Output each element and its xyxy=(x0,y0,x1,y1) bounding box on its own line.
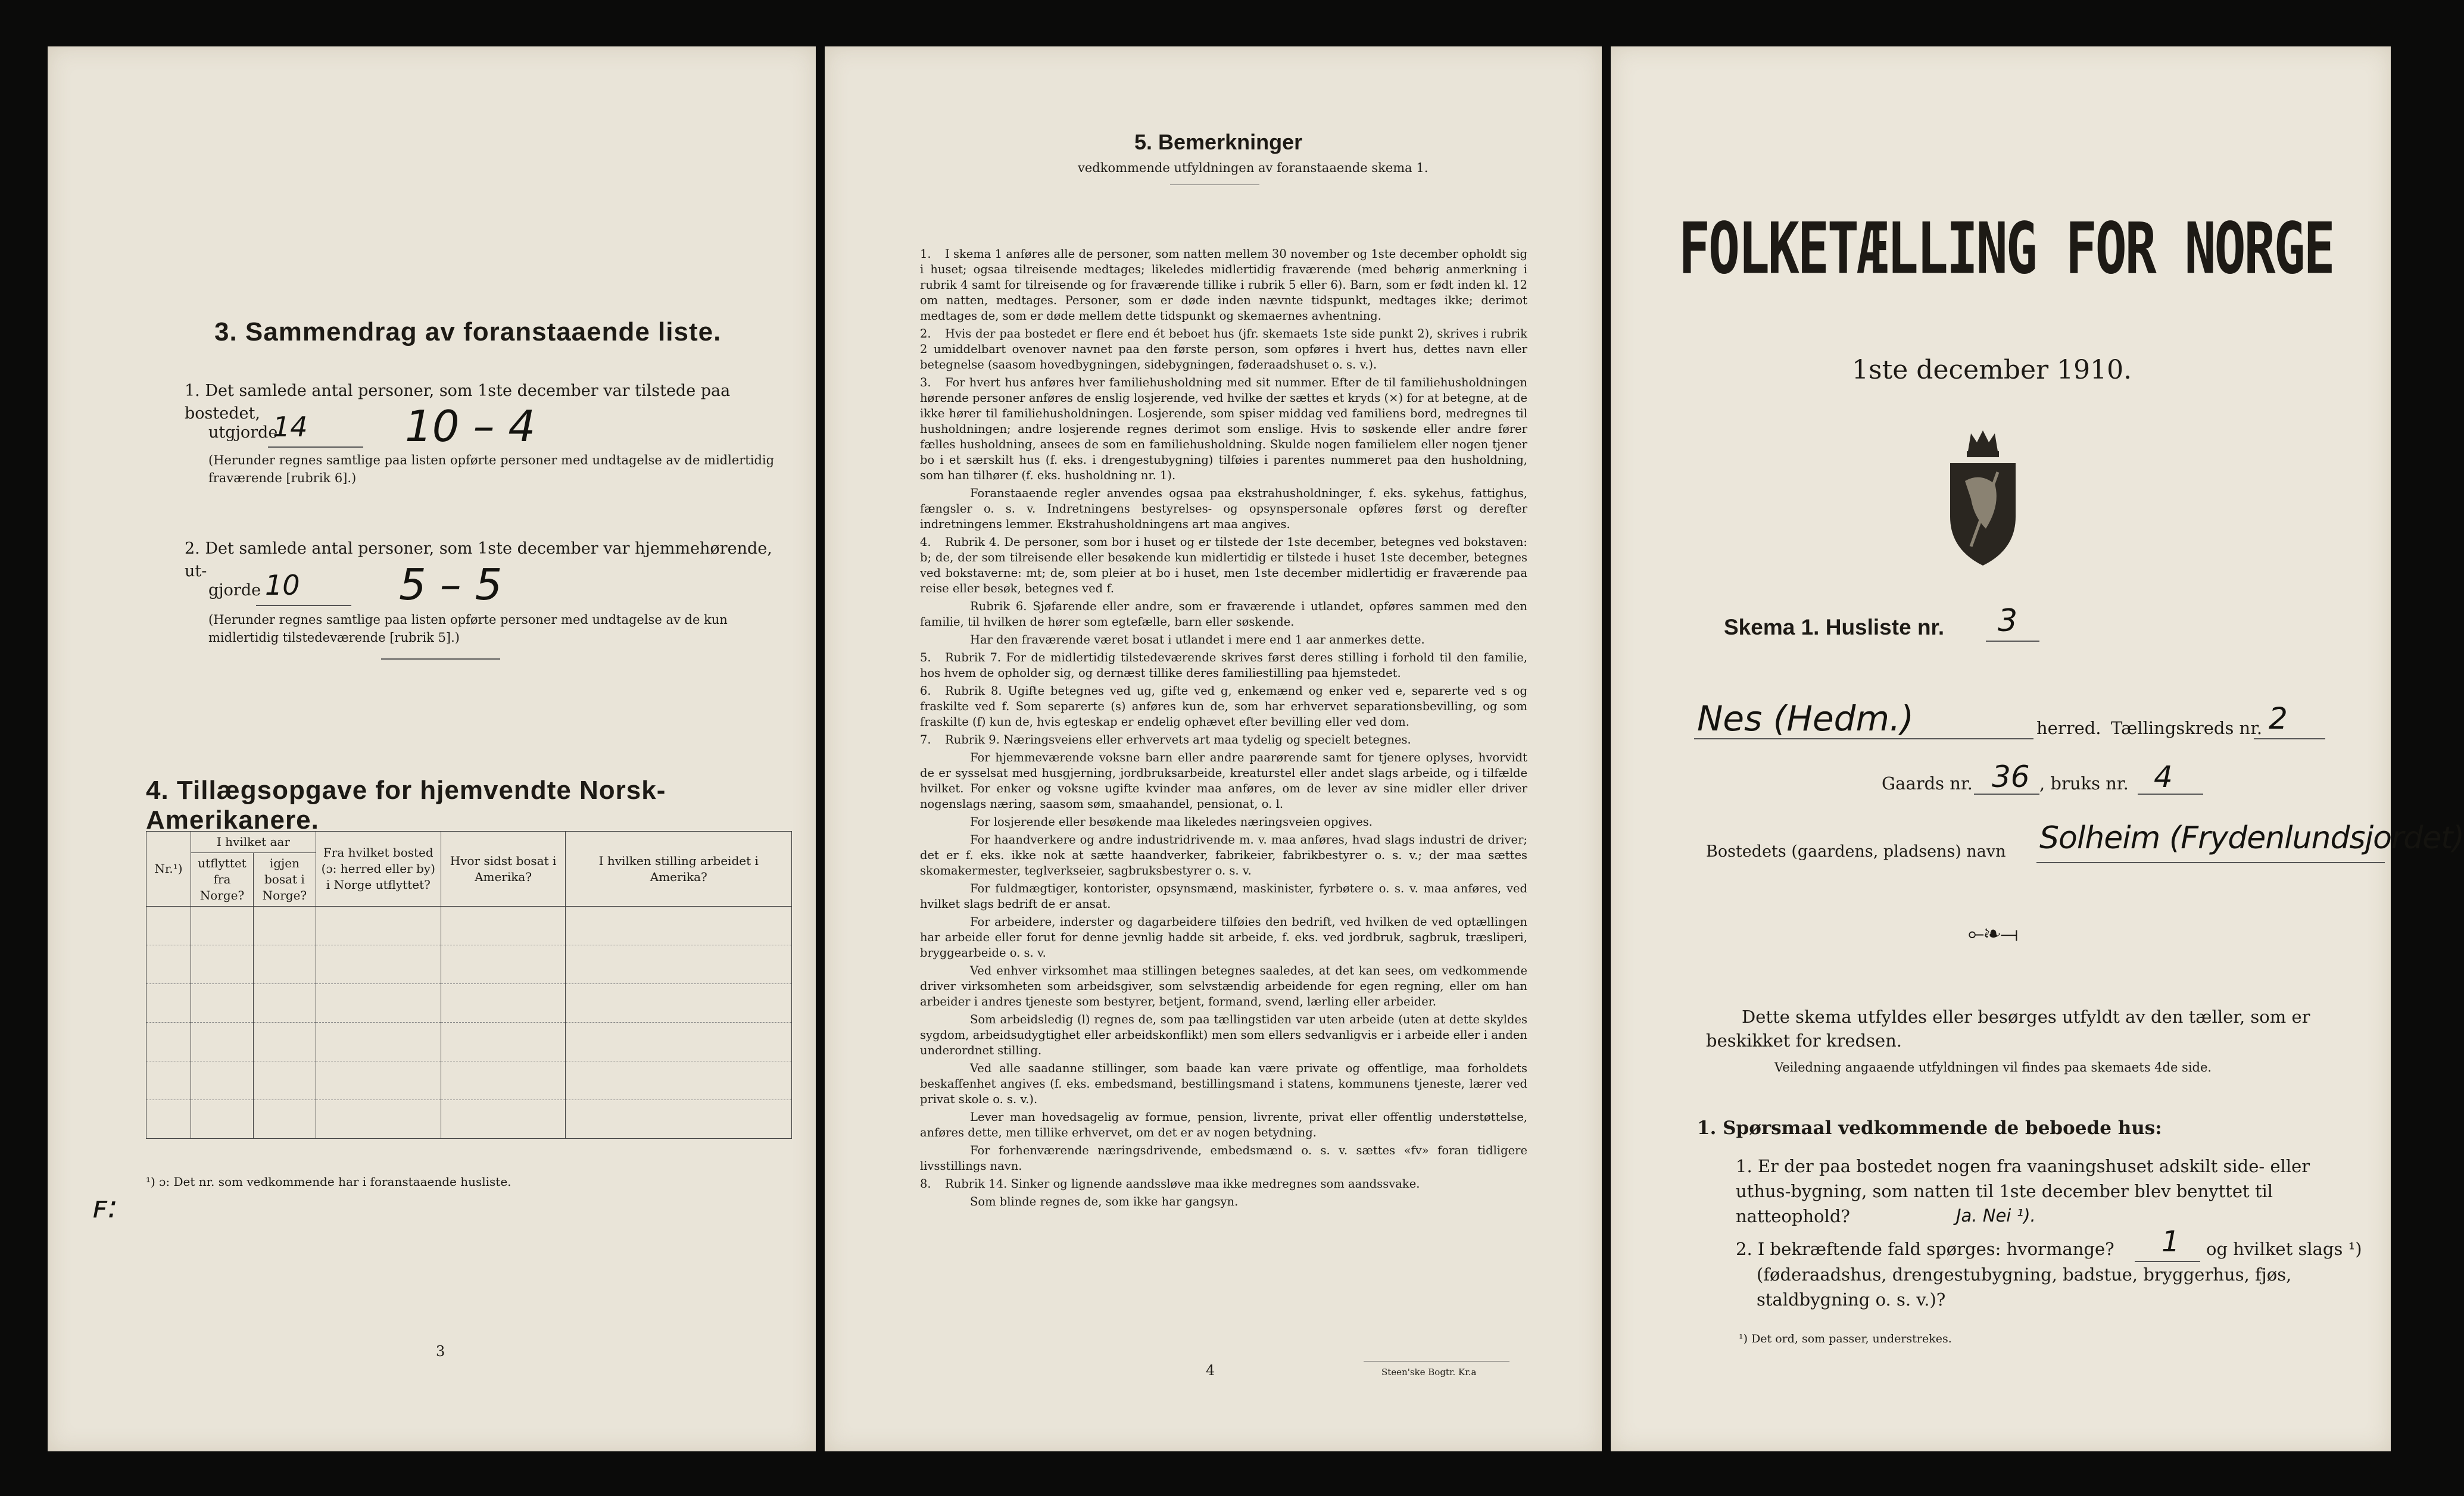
section4-title: 4. Tillægsopgave for hjemvendte Norsk-Amerikanere. xyxy=(146,776,666,835)
table-row xyxy=(146,1023,792,1061)
kreds-underline xyxy=(2254,738,2325,739)
section3-title: 3. Sammendrag av foranstaaende liste. xyxy=(214,317,722,346)
item1-note: (Herunder regnes samtlige paa listen opførte personer med undtagelse av de midlertidig fraværende [rubrik 6].) xyxy=(208,453,775,485)
bruks-underline xyxy=(2138,794,2203,795)
herred-underline xyxy=(1694,738,2033,739)
remark-text: Lever man hovedsagelig av formue, pension, livrente, privat eller offentlig understøttelse, anføres dette, men tillike erhvervet, om det er av nogen betydning. xyxy=(920,1110,1527,1139)
skema-label: Skema 1. Husliste nr. xyxy=(1724,615,1945,639)
remark-text: Hvis der paa bostedet er flere end ét beboet hus (jfr. skemaets 1ste side punkt 2), skrives i rubrik 2 umiddelbart ovenover navnet paa den første person, som opføres i hvert hus, dettes navn eller betegnelse (saasom hovedbygningen, sidebygningen, føderaadshuset o. s. v.). xyxy=(920,327,1527,371)
col-fra-bosted: Fra hvilket bosted (ɔ: herred eller by) i Norge utflyttet? xyxy=(316,832,441,907)
remark-text: Rubrik 9. Næringsveiens eller erhvervets art maa tydelig og specielt betegnes. xyxy=(945,733,1411,747)
ornament-divider: ⟜❧⟞ xyxy=(1968,922,2019,945)
remark-text: Som blinde regnes de, som ikke har gangsyn. xyxy=(970,1195,1239,1208)
col-utflyttet: utflyttet fra Norge? xyxy=(191,853,253,907)
remark-text: Ved alle saadanne stillinger, som baade kan være private og offentlige, maa forholdets beskaffenhet angives (f. eks. embedsmand, bestillingsmand i statens, kommunens tjeneste, lærer ved privat skole o. s. v.). xyxy=(920,1061,1527,1106)
bosted-underline xyxy=(2036,862,2385,863)
summary-item-2: 2. Det samlede antal personer, som 1ste december var hjemmehørende, ut- xyxy=(185,539,772,580)
q1-section-title: 1. Spørsmaal vedkommende de beboede hus: xyxy=(1697,1117,2162,1139)
page-number-3: 3 xyxy=(436,1343,445,1360)
remark-item xyxy=(920,750,1527,812)
remark-number: 7. xyxy=(920,733,931,747)
bosted-value: Solheim (Frydenlundsjordet) xyxy=(2039,820,2464,856)
item1-underline xyxy=(268,446,363,448)
remark-item xyxy=(920,326,1527,373)
remark-item xyxy=(920,1012,1527,1058)
item2-underline xyxy=(256,605,351,606)
item2-note: (Herunder regnes samtlige paa listen opførte personer med undtagelse av de kun midlertidig tilstedeværende [rubrik 5].) xyxy=(208,613,728,645)
gaards-underline xyxy=(1974,794,2039,795)
remark-item xyxy=(920,732,1527,748)
remark-number: 5. xyxy=(920,651,931,664)
remark-text: For arbeidere, inderster og dagarbeidere tilføies den bedrift, ved hvilken de ved optællingen har arbeide eller forut for denne jevnlig hadde sit arbeide, f. eks. ved jordbruk, sagbruk, træsliperi, bryggearbeide o. s. v. xyxy=(920,915,1527,960)
remarks-list xyxy=(920,246,1527,1212)
remark-item xyxy=(920,375,1527,483)
remark-item xyxy=(920,599,1527,630)
remark-text: For losjerende eller besøkende maa likeledes næringsveien opgives. xyxy=(970,815,1373,829)
remark-text: Rubrik 14. Sinker og lignende aandssløve maa ikke medregnes som aandssvake. xyxy=(945,1177,1420,1191)
remark-number: 2. xyxy=(920,327,931,341)
col-nr: Nr.¹) xyxy=(146,832,191,907)
col-igjen-bosat: igjen bosat i Norge? xyxy=(253,853,316,907)
husliste-underline xyxy=(1986,641,2039,642)
remark-text: I skema 1 anføres alle de personer, som natten mellem 30 november og 1ste december opholdt sig i huset; ogsaa tilreisende medtages; likeledes midlertidig fraværende (med behørig anmerkning i rubrik 4 samt for tilreisende og for fraværende tillike i rubrik 5 eller 6). Barn, som er født inden kl. 12 om natten, medtages. Personer, som er døde inden nævnte tidspunkt, medtages ikke; derimot medtages de, som er døde mellem dette tidspunkt og skemaernes avhentning. xyxy=(920,247,1527,323)
page-left xyxy=(48,46,816,1451)
q2-count-value: 1 xyxy=(2162,1225,2180,1258)
bosted-label: Bostedets (gaardens, pladsens) navn xyxy=(1706,842,2006,861)
remark-item xyxy=(920,246,1527,324)
question-2b: og hvilket slags ¹) xyxy=(2206,1239,2362,1259)
remark-item xyxy=(920,650,1527,681)
item1-extra: 10 – 4 xyxy=(405,401,536,451)
remark-text: Rubrik 8. Ugifte betegnes ved ug, gifte ved g, enkemænd og enker ved e, separerte ved s og fraskilte ved f. Som separerte (s) anføres kun de, som har erhvervet separationsbevilling, og som fraskilte (f) kun de, hvis egteskap er endelig ophævet efter bevilling eller ved dom. xyxy=(920,684,1527,729)
remark-text: Har den fraværende været bosat i utlandet i mere end 1 aar anmerkes dette. xyxy=(970,633,1425,647)
table-row xyxy=(146,1061,792,1100)
kreds-value: 2 xyxy=(2269,701,2288,736)
remark-item xyxy=(920,832,1527,879)
remark-item xyxy=(920,1176,1527,1192)
main-title: FOLKETÆLLING FOR NORGE xyxy=(1679,207,2334,291)
remark-item xyxy=(920,814,1527,830)
herred-label: herred. xyxy=(2036,718,2101,738)
item2-value: 10 xyxy=(265,569,300,601)
table-row xyxy=(146,1100,792,1139)
bruks-value: 4 xyxy=(2154,760,2173,794)
remark-item xyxy=(920,1143,1527,1174)
remark-item xyxy=(920,1061,1527,1107)
norsk-amerikanere-table xyxy=(146,831,792,1139)
remark-item xyxy=(920,963,1527,1010)
remark-text: For haandverkere og andre industridrivende m. v. maa anføres, hvad slags industri de driver; det er f. eks. ikke nok at sætte haandverker, fabrikeier, fabrikbestyrer o. s. v.; der maa sættes skomakermester, teglverkseier, sagbruksbestyrer o. s. v. xyxy=(920,833,1527,877)
herred-value: Nes (Hedm.) xyxy=(1697,698,1914,739)
section5-title: 5. Bemerkninger xyxy=(1134,130,1303,154)
item1-utgjorde-label: utgjorde xyxy=(208,423,278,442)
remark-text: For hvert hus anføres hver familiehusholdning med sit nummer. Efter de til familiehusholdningen hørende personer anføres de enslig losjerende, ved hvilke der sættes et kryds (×) for at betegne, at de ikke hører til familiehusholdningen. Losjerende, som spiser middag ved familiens bord, medregnes til husholdningen; andre losjerende regnes derimot som enslige. Hvis to søskende eller andre fører fælles husholdning, ansees de som en familiehusholdning. Skulde nogen familielem eller nogen tjener bo i et særskilt hus (f. eks. i drengestubygning) tilføies i parentes nummeret paa den husholdning, som han tilhører (f. eks. husholdning nr. 1). xyxy=(920,376,1527,482)
remark-text: Rubrik 6. Sjøfarende eller andre, som er fraværende i utlandet, opføres sammen med den familie, til hvilken de hører som egtefælle, barn eller søskende. xyxy=(920,599,1527,629)
remark-text: Foranstaaende regler anvendes ogsaa paa ekstrahusholdninger, f. eks. sykehus, fattighus, fængsler o. s. v. Indretningens bestyrelses- og opsynspersonale opføres først og derefter indretningens lemmer. Ekstrahusholdningens art maa angives. xyxy=(920,486,1527,531)
remark-text: Ved enhver virksomhet maa stillingen betegnes saaledes, at det kan sees, om vedkommende driver virksomheten som arbeidsgiver, som selvstændig arbeidende for egen regning, eller om han arbeider i andres tjeneste som bestyrer, betjent, formand, svend, lærling eller arbeider. xyxy=(920,964,1527,1008)
remark-number: 6. xyxy=(920,684,931,698)
page-right xyxy=(1611,46,2464,1451)
page-middle xyxy=(825,46,1602,1451)
section5-subtitle: vedkommende utfyldningen av foranstaaende skema 1. xyxy=(1078,161,1429,175)
remark-text: Som arbeidsledig (l) regnes de, som paa tællingstiden var uten arbeide (uten at dette skyldes sygdom, arbeidsudygtighet eller arbeidskonflikt) men som ellers sedvanligvis er i arbeide eller i anden underordnet stilling. xyxy=(920,1013,1527,1057)
remark-text: Rubrik 4. De personer, som bor i huset og er tilstede der 1ste december, betegnes ved bokstaven: b; de, der som tilreisende eller besøkende kun midlertidig er tilstede i huset 1ste december, betegnes ved bokstaverne: mt; de, som pleier at bo i huset, men 1ste december midlertidig er fraværende paa reise eller besøk, betegnes ved f. xyxy=(920,535,1527,595)
remark-number: 8. xyxy=(920,1177,931,1191)
table-row xyxy=(146,984,792,1023)
item2-extra: 5 – 5 xyxy=(399,560,503,610)
col-stilling: I hvilken stilling arbeidet i Amerika? xyxy=(566,832,792,907)
col-group-year: I hvilket aar xyxy=(191,832,316,853)
remark-number: 1. xyxy=(920,247,931,261)
question-1: 1. Er der paa bostedet nogen fra vaaningshuset adskilt side- eller uthus-bygning, som natten til 1ste december blev benyttet til natteophold? xyxy=(1736,1156,2310,1226)
printer-credit: Steen'ske Bogtr. Kr.a xyxy=(1381,1367,1477,1378)
table-row xyxy=(146,907,792,945)
item1-value: 14 xyxy=(273,411,308,443)
table-footnote: ¹) ɔ: Det nr. som vedkommende har i foranstaaende husliste. xyxy=(146,1175,511,1189)
remark-text: Rubrik 7. For de midlertidig tilstedeværende skrives først deres stilling i forhold til den familie, hos hvem de opholder sig, og dernæst tillike deres familiestilling paa hjemstedet. xyxy=(920,651,1527,680)
question-2a: 2. I bekræftende fald spørges: hvormange? xyxy=(1736,1239,2114,1259)
instruction-text: Dette skema utfyldes eller besørges utfyldt av den tæller, som er beskikket for kredsen. xyxy=(1706,1007,2310,1051)
q1-answer: Ja. Nei ¹). xyxy=(1956,1205,2036,1226)
husliste-nr-value: 3 xyxy=(1998,603,2018,639)
remark-item xyxy=(920,881,1527,912)
gaards-label: Gaards nr. xyxy=(1882,773,1973,794)
remark-number: 4. xyxy=(920,535,931,549)
gaards-value: 36 xyxy=(1992,760,2030,794)
remark-item xyxy=(920,632,1527,648)
remark-text: For hjemmeværende voksne barn eller andre paarørende samt for tjenere oplyses, hvorvidt de er sysselsat med husgjerning, jordbruksarbeide, kreaturstel eller andet slags arbeide, og i tilfælde hvilket. For enker og voksne ugifte kvinder maa anføres, om de lever av sine midler eller driver nogenslags næring, saasom søm, smaahandel, pensionat, o. l. xyxy=(920,751,1527,811)
remark-item xyxy=(920,914,1527,961)
remark-item xyxy=(920,1194,1527,1210)
remark-number: 3. xyxy=(920,376,931,389)
census-date: 1ste december 1910. xyxy=(1852,355,2132,385)
page-number-4: 4 xyxy=(1206,1362,1215,1379)
page3-footnote: ¹) Det ord, som passer, understrekes. xyxy=(1739,1332,1952,1345)
instruction-note: Veiledning angaaende utfyldningen vil findes paa skemaets 4de side. xyxy=(1774,1060,2212,1075)
remark-text: For forhenværende næringsdrivende, embedsmænd o. s. v. sættes «fv» foran tidligere livsstillings navn. xyxy=(920,1144,1527,1173)
summary-item-1: 1. Det samlede antal personer, som 1ste december var tilstede paa bostedet, xyxy=(185,382,731,423)
bruks-label: , bruks nr. xyxy=(2039,773,2129,794)
table-row xyxy=(146,945,792,984)
kreds-label: Tællingskreds nr. xyxy=(2111,718,2263,738)
remark-item xyxy=(920,486,1527,532)
remark-item xyxy=(920,535,1527,596)
col-hvor-bosat: Hvor sidst bosat i Amerika? xyxy=(441,832,566,907)
remark-text: For fuldmægtiger, kontorister, opsynsmænd, maskinister, fyrbøtere o. s. v. maa anføres, ved hvilket slags bedrift de er ansat. xyxy=(920,882,1527,911)
question-2c: (føderaadshus, drengestubygning, badstue, bryggerhus, fjøs, staldbygning o. s. v.)? xyxy=(1757,1264,2292,1310)
norway-coat-of-arms-icon xyxy=(1938,427,2028,570)
remark-item xyxy=(920,683,1527,730)
remark-item xyxy=(920,1110,1527,1141)
margin-scribble: ꜰ: xyxy=(92,1189,118,1225)
section-divider xyxy=(381,658,500,660)
item2-gjorde-label: gjorde xyxy=(208,581,261,599)
